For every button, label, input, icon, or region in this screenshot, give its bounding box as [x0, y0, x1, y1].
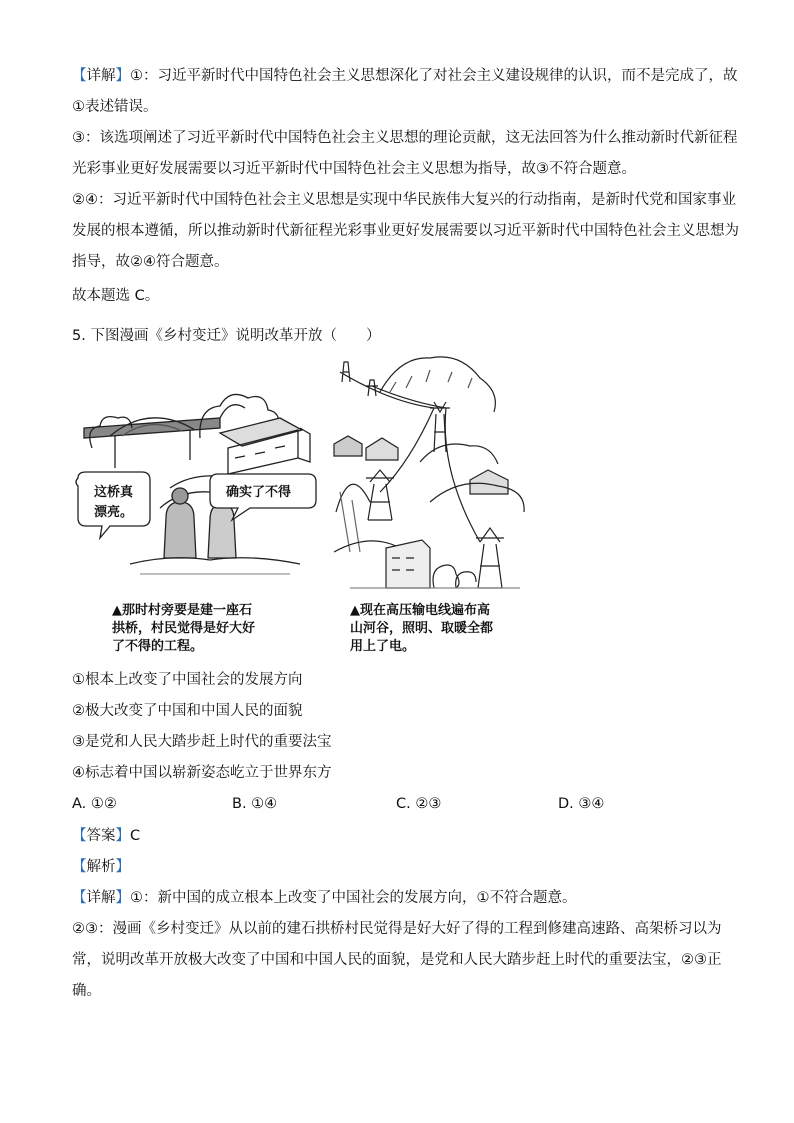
q5-detail-line-4: 确。: [72, 983, 101, 999]
caption-right-line-3: 用上了电。: [350, 639, 416, 654]
answer-line: 【答案】C: [72, 828, 141, 844]
q5-detail-line-3: 常，说明改革开放极大改变了中国和中国人民的面貌，是党和人民大踏步赶上时代的重要法宝，②③正: [72, 952, 722, 968]
caption-right-line-1: ▲现在高压输电线遍布高: [350, 603, 490, 618]
q5-stem: 5. 下图漫画《乡村变迁》说明改革开放（ ）: [72, 328, 381, 344]
caption-left-line-1: ▲那时村旁要是建一座石: [112, 603, 252, 618]
answer-value: C: [130, 828, 141, 844]
q4-detail-line-1: 【详解】①：习近平新时代中国特色社会主义思想深化了对社会主义建设规律的认识，而不是完成了，故: [72, 68, 738, 84]
bubble-left-line-2: 漂亮。: [94, 505, 134, 520]
option-c: C. ②③: [396, 796, 442, 812]
statement-4: ④标志着中国以崭新姿态屹立于世界东方: [72, 765, 332, 781]
cartoon-power-lines: [330, 352, 530, 592]
bubble-right-text: 确实了不得: [226, 485, 292, 500]
caption-left-line-2: 拱桥，村民觉得是好大好: [112, 621, 256, 636]
q4-detail-line-4: 光彩事业更好发展需要以习近平新时代中国特色社会主义思想为指导，故③不符合题意。: [72, 161, 636, 177]
q5-detail-line-2: ②③：漫画《乡村变迁》从以前的建石拱桥村民觉得是好大好了得的工程到修建高速路、高架桥习以为: [72, 921, 722, 937]
q5-detail-line-1: 【详解】①：新中国的成立根本上改变了中国社会的发展方向，①不符合题意。: [72, 890, 577, 906]
analysis-heading: 【解析】: [72, 859, 130, 875]
q4-detail-line-6: 发展的根本遵循，所以推动新时代新征程光彩事业更好发展需要以习近平新时代中国特色社会主义思想为: [72, 223, 739, 239]
bubble-left-line-1: 这桥真: [94, 485, 134, 500]
statement-1: ①根本上改变了中国社会的发展方向: [72, 672, 303, 688]
q4-detail-line-5: ②④：习近平新时代中国特色社会主义思想是实现中华民族伟大复兴的行动指南，是新时代党和国家事业: [72, 192, 736, 208]
q4-detail-line-2: ①表述错误。: [72, 99, 158, 115]
caption-left-line-3: 了不得的工程。: [112, 639, 204, 654]
q4-detail-line-3: ③：该选项阐述了习近平新时代中国特色社会主义思想的理论贡献，这无法回答为什么推动新时代新征程: [72, 130, 738, 146]
q4-conclusion: 故本题选 C。: [72, 288, 160, 304]
cartoon-stone-bridge: [70, 378, 320, 590]
option-b: B. ①④: [232, 796, 278, 812]
statement-2: ②极大改变了中国和中国人民的面貌: [72, 703, 303, 719]
q4-detail-line-7: 指导，故②④符合题意。: [72, 254, 229, 270]
caption-right-line-2: 山河谷，照明、取暖全都: [350, 621, 494, 636]
option-a: A. ①②: [72, 796, 117, 812]
option-d: D. ③④: [558, 796, 605, 812]
statement-3: ③是党和人民大踏步赶上时代的重要法宝: [72, 734, 332, 750]
